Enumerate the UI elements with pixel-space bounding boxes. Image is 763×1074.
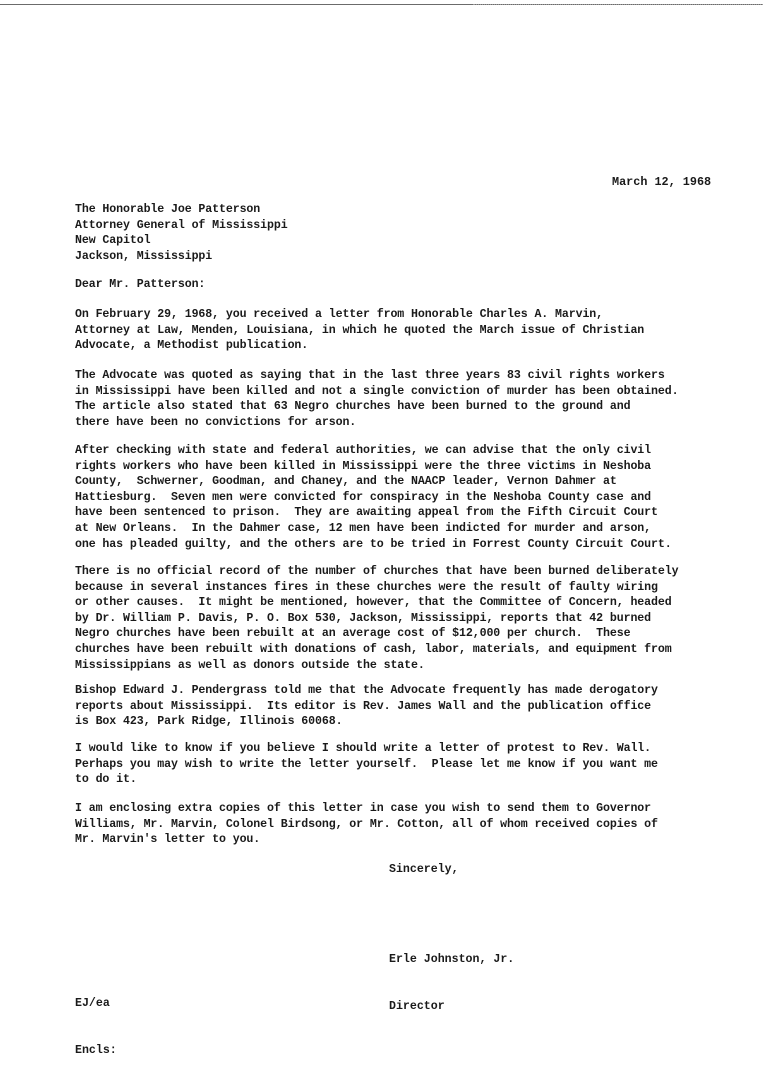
addressee-line: New Capitol (75, 234, 151, 248)
paragraph-line: to do it. (75, 773, 137, 787)
paragraph-line: Mississippians as well as donors outside the state. (75, 658, 425, 672)
paragraph-line: Attorney at Law, Menden, Louisiana, in which he quoted the March issue of Christian (75, 323, 645, 337)
paragraph-line: I would like to know if you believe I should write a letter of protest to Rev. Wall. (75, 742, 652, 755)
initials: EJ/ea (75, 997, 110, 1011)
paragraph-line: On February 29, 1968, you received a letter from Honorable Charles A. Marvin, (75, 308, 604, 321)
letter-date: March 12, 1968 (612, 175, 712, 189)
paragraph-line: I am enclosing extra copies of this letter in case you wish to send them to Governor (75, 802, 652, 815)
enclosures: Encls: (75, 1043, 117, 1057)
top-edge-marks (473, 0, 763, 5)
paragraph-line: The article also stated that 63 Negro churches have been burned to the ground and (75, 400, 631, 414)
paragraph-line: Williams, Mr. Marvin, Colonel Birdsong, or Mr. Cotton, all of whom received copies of (75, 817, 658, 831)
paragraph-4 (75, 564, 678, 673)
paragraph-line: or other causes. It might be mentioned, however, that the Committee of Concern, headed (75, 596, 672, 610)
paragraph-line: in Mississippi have been killed and not a single conviction of murder has been obtained. (75, 384, 679, 398)
signature-block (389, 921, 514, 1030)
paragraph-line: After checking with state and federal authorities, we can advise that the only civil (75, 444, 652, 457)
salutation (75, 277, 205, 293)
paragraph-line: Advocate, a Methodist publication. (75, 339, 309, 353)
addressee-line: Jackson, Mississippi (75, 249, 213, 263)
paragraph-line: Mr. Marvin's letter to you. (75, 833, 261, 847)
paragraph-line: by Dr. William P. Davis, P. O. Box 530, Jackson, Mississippi, reports that 42 burned (75, 611, 652, 625)
paragraph-line: at New Orleans. In the Dahmer case, 12 men have been indicted for murder and arson, (75, 521, 652, 535)
reference-block (75, 965, 117, 1074)
paragraph-line: Bishop Edward J. Pendergrass told me that the Advocate frequently has made derogatory (75, 684, 658, 697)
paragraph-line: County, Schwerner, Goodman, and Chaney, and the NAACP leader, Vernon Dahmer at (75, 475, 617, 489)
paragraph-line: is Box 423, Park Ridge, Illinois 60068. (75, 715, 343, 729)
signer-name: Erle Johnston, Jr. (389, 953, 515, 967)
paragraph-6 (75, 741, 658, 788)
paragraph-line: There is no official record of the number of churches that have been burned deliberately (75, 565, 679, 578)
paragraph-line: Negro churches have been rebuilt at an average cost of $12,000 per church. These (75, 627, 631, 641)
addressee-line: Attorney General of Mississippi (75, 218, 288, 232)
paragraph-line: reports about Mississippi. Its editor is Rev. James Wall and the publication office (75, 699, 652, 713)
paragraph-1 (75, 307, 644, 354)
addressee-block (75, 202, 288, 264)
addressee-line: The Honorable Joe Patterson (75, 203, 261, 216)
paragraph-7 (75, 801, 658, 848)
paragraph-line: there have been no convictions for arson. (75, 415, 357, 429)
paragraph-line: rights workers who have been killed in Mississippi were the three victims in Neshoba (75, 459, 652, 473)
paragraph-line: one has pleaded guilty, and the others are to be tried in Forrest County Circuit Court. (75, 537, 672, 551)
paragraph-line: Hattiesburg. Seven men were convicted for conspiracy in the Neshoba County case and (75, 490, 652, 504)
paragraph-line: because in several instances fires in these churches were the result of faulty wiring (75, 580, 658, 594)
paragraph-line: have been sentenced to prison. They are awaiting appeal from the Fifth Circuit Court (75, 506, 658, 520)
salutation-text: Dear Mr. Patterson: (75, 278, 206, 291)
paragraph-line: churches have been rebuilt with donations of cash, labor, materials, and equipment from (75, 642, 672, 656)
paragraph-line: The Advocate was quoted as saying that in the last three years 83 civil rights workers (75, 369, 665, 382)
closing: Sincerely, (389, 863, 459, 876)
paragraph-line: Perhaps you may wish to write the letter yourself. Please let me know if you want me (75, 757, 658, 771)
signer-title: Director (389, 999, 445, 1013)
paragraph-2 (75, 368, 678, 430)
paragraph-5 (75, 683, 658, 730)
paragraph-3 (75, 443, 672, 552)
